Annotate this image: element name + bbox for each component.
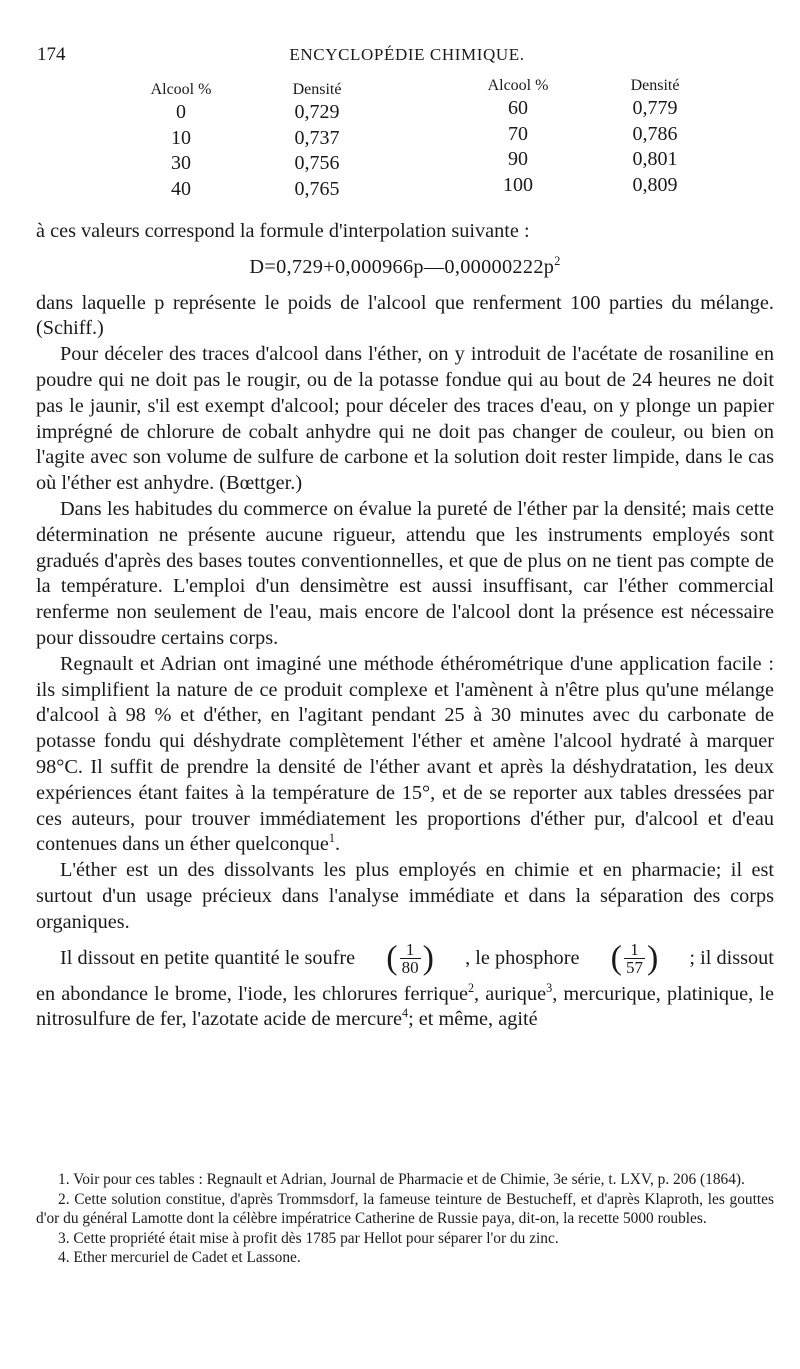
paragraph: dans laquelle p représente le poids de l'alcool que renferment 100 parties du mélange. (Schiff.) xyxy=(36,291,774,340)
paragraph: Dans les habitudes du commerce on évalue la pureté de l'éther par la densité; mais cette détermination ne présente aucune rigueur, attendu que les instruments employés sont gradués d'après des bases toutes conventionnelles, et que de plus on ne tient pas compte de la température. L'emploi d'un densimètre est aussi insuffisant, car l'éther commercial renferme non seulement de l'eau, mais encore de l'alcool dont la présence est nécessaire pour dissoudre certains corps. xyxy=(36,497,774,649)
footnote-ref: 4 xyxy=(402,1006,409,1021)
paragraph-text: Regnault et Adrian ont imaginé une méthode éthérométrique d'une application facile : ils simplifient la nature de ce produit complexe et l'amènent à n'être plus qu'une mélange d'alcool à 98 % et d'éther, en l'agitant pendant 25 à 30 minutes avec du carbonate de potasse fondu qui déshydrate complètement l'éther et amène l'alcool hydraté à marquer 98°C. Il suffit de prendre la densité de l'éther avant et après la déshydratation, les deux expériences étant faites à la température de 15°, et de se reporter aux tables dressées par ces auteurs, pour trouver immédiatement les proportions d'éther pur, d'alcool et d'eau contenues dans un éther quelconque xyxy=(36,652,774,856)
column-header-alcool: Alcool % xyxy=(487,77,549,94)
footnote: 1. Voir pour ces tables : Regnault et Adrian, Journal de Pharmacie et de Chimie, 3e série, t. LXV, p. 206 (1864). xyxy=(58,1171,745,1188)
fraction-phosphore: ( $\frac{1}{57}$ ) xyxy=(610,939,659,978)
running-title: ENCYCLOPÉDIE CHIMIQUE. xyxy=(289,45,525,64)
paragraph-text: , aurique xyxy=(474,982,547,1005)
paragraph-text: , le phosphore xyxy=(465,946,580,969)
table-cell: 10 xyxy=(171,126,191,149)
paragraph-fraction-line xyxy=(36,936,774,982)
fraction-soufre: ( $\frac{1}{80}$ ) xyxy=(386,939,434,978)
table-cell: 0,729 xyxy=(294,101,340,123)
page-number: 174 xyxy=(37,44,66,65)
footnote: 3. Cette propriété était mise à profit dès 1785 par Hellot pour séparer l'or du zinc. xyxy=(58,1229,559,1247)
paragraph-text: platinique, le nitrosulfure de fer, l'azotate acide de mercure xyxy=(36,982,774,1031)
table-cell: 30 xyxy=(171,152,191,175)
table-cell: 0 xyxy=(176,101,186,123)
paragraph xyxy=(36,652,774,858)
column-header-densite: Densité xyxy=(292,81,342,98)
table-right-alcool-column xyxy=(463,76,573,198)
table-left-densite-column xyxy=(262,80,372,202)
table-cell: 70 xyxy=(508,122,528,145)
footnote: 4. Ether mercuriel de Cadet et Lassone. xyxy=(58,1249,301,1267)
paragraph-text: ; il dissout xyxy=(689,946,774,969)
footnote: 2. Cette solution constitue, d'après Trommsdorf, la fameuse teinture de Bestucheff, et d'après Klaproth, les gouttes d'or du général Lamotte dont la célèbre impératrice Catherine de Russie paya, dit-on, la recette 5000 roubles. xyxy=(36,1190,774,1228)
table-right-densite-column xyxy=(600,76,710,198)
paragraph-text: en abondance le brome, l'iode, les chlorures ferrique xyxy=(36,982,468,1005)
footnote-ref: 3 xyxy=(546,980,553,995)
column-header-alcool: Alcool % xyxy=(150,81,212,98)
table-cell: 0,756 xyxy=(294,152,340,175)
interpolation-formula xyxy=(36,255,774,281)
column-header-densite: Densité xyxy=(630,77,680,94)
formula-exponent: 2 xyxy=(554,254,561,269)
table-cell: 0,809 xyxy=(632,173,678,196)
paragraph-end: . xyxy=(334,833,341,856)
table-cell: 100 xyxy=(503,173,533,196)
table-cell: 40 xyxy=(171,177,191,200)
table-cell: 0,801 xyxy=(632,148,678,171)
fraction-denominator: 57 xyxy=(625,958,643,978)
footnote-ref: 1 xyxy=(328,831,335,846)
paragraph: à ces valeurs correspond la formule d'interpolation suivante : xyxy=(36,220,530,242)
paragraph-text: Il dissout en petite quantité le soufre xyxy=(60,946,356,969)
footnotes xyxy=(36,1170,774,1268)
paragraph: Pour déceler des traces d'alcool dans l'éther, on y introduit de l'acétate de rosaniline en poudre qui ne doit pas le rougir, ou de la potasse fondue qui au bout de 24 heures ne doit pas le jaunir, s'il est exempt d'alcool; pour déceler des traces d'eau, on y plonge un papier imprégné de chlorure de cobalt anhydre qui ne doit pas changer de couleur, ou bien on l'agite avec son volume de sulfure de carbone et la solution doit rester limpide, dans le cas où l'éther est anhydre. (Bœttger.) xyxy=(36,343,774,495)
table-cell: 0,779 xyxy=(632,97,678,119)
body-text xyxy=(36,219,774,1033)
fraction-numerator: 1 xyxy=(624,941,645,959)
paragraph: L'éther est un des dissolvants les plus employés en chimie et en pharmacie; il est surtout d'un usage précieux dans l'analyse immédiate et dans la séparation des corps organiques. xyxy=(36,859,774,933)
table-cell: 0,737 xyxy=(294,126,340,149)
fraction-denominator: 80 xyxy=(401,958,419,978)
page-header xyxy=(37,44,777,70)
fraction-numerator: 1 xyxy=(400,941,421,959)
table-left-alcool-column xyxy=(126,80,236,202)
table-cell: 60 xyxy=(508,97,528,119)
paragraph-text: , mercurique, xyxy=(552,982,661,1005)
table-cell: 0,765 xyxy=(294,177,340,200)
paragraph-continued xyxy=(36,982,774,1034)
table-cell: 90 xyxy=(508,148,528,171)
table-cell: 0,786 xyxy=(632,122,678,145)
paragraph-text: ; et même, agité xyxy=(408,1008,538,1031)
footnote-ref: 2 xyxy=(467,980,475,995)
formula-main: D=0,729+0,000966p—0,00000222p xyxy=(249,255,555,278)
